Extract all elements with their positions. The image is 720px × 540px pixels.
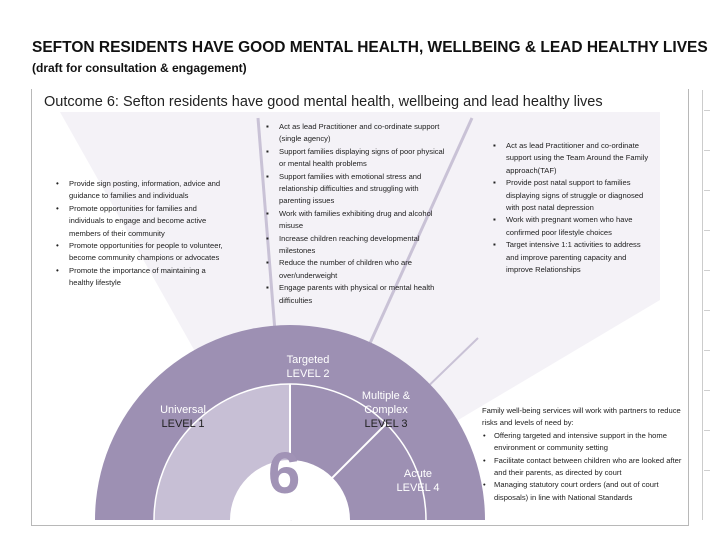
complex-name-1: Multiple &	[361, 390, 411, 402]
label-acute	[378, 467, 458, 495]
list-item: ▪ Increase children reaching developmental milestones	[266, 233, 446, 258]
list-item: ▪ Reduce the number of children who are over/underweight	[266, 257, 446, 282]
outcome-heading: Outcome 6: Sefton residents have good mental health, wellbeing and lead healthy lives	[44, 94, 603, 110]
acute-name: Acute	[403, 468, 433, 480]
label-targeted	[268, 353, 348, 381]
list-item: ▪ Work with families exhibiting drug and alcohol misuse	[266, 208, 446, 233]
targeted-name: Targeted	[286, 354, 330, 366]
targeted-actions	[266, 121, 446, 307]
title-subtitle: (draft for consultation & engagement)	[32, 61, 247, 75]
label-complex	[346, 389, 426, 431]
list-item: ▪ Engage parents with physical or mental health difficulties	[266, 282, 446, 307]
list-item: ▪ Support families displaying signs of poor physical or mental health problems	[266, 146, 446, 171]
edge-tick	[704, 390, 710, 391]
edge-tick	[704, 190, 710, 191]
edge-tick	[704, 230, 710, 231]
list-item: ▪ Provide post natal support to families displaying signs of struggle or diagnosed with post natal depression	[493, 177, 655, 214]
outcome-number: 6	[268, 441, 301, 506]
universal-actions	[56, 178, 228, 290]
list-item: ▪ Support families with emotional stress and relationship difficulties and struggling with parenting issues	[266, 171, 446, 208]
list-item: • Facilitate contact between children who are looked after and their parents, as directed by court	[482, 455, 692, 480]
label-universal	[143, 403, 223, 431]
universal-name: Universal	[160, 404, 206, 416]
complex-name-2: Complex	[364, 404, 408, 416]
edge-tick	[704, 350, 710, 351]
complex-actions	[493, 140, 655, 276]
list-item: ▪ Act as lead Practitioner and co-ordinate support using the Team Around the Family approach(TAF)	[493, 140, 655, 177]
list-item: ▪ Work with pregnant women who have confirmed poor lifestyle choices	[493, 214, 655, 239]
list-item: • Promote the importance of maintaining a healthy lifestyle	[56, 265, 228, 290]
targeted-level: LEVEL 2	[286, 368, 330, 380]
list-item: ▪ Act as lead Practitioner and co-ordinate support (single agency)	[266, 121, 446, 146]
list-item: • Managing statutory court orders (and out of court disposals) in line with National Standards	[482, 479, 692, 504]
list-item: • Provide sign posting, information, advice and guidance to families and individuals	[56, 178, 228, 203]
complex-level: LEVEL 3	[364, 418, 408, 430]
edge-tick	[704, 110, 710, 111]
acute-level: LEVEL 4	[396, 482, 440, 494]
edge-tick	[704, 150, 710, 151]
title-main: SEFTON RESIDENTS HAVE GOOD MENTAL HEALTH, WELLBEING & LEAD HEALTHY LIVES	[32, 39, 708, 56]
edge-tick	[704, 270, 710, 271]
list-item: • Promote opportunities for families and individuals to engage and become active members of their community	[56, 203, 228, 240]
edge-tick	[704, 470, 710, 471]
acute-note-intro: Family well-being services will work with partners to reduce risks and levels of need by:	[482, 406, 681, 428]
list-item: ▪ Target intensive 1:1 activities to address and improve parenting capacity and improve Relationships	[493, 239, 655, 276]
edge-tick	[704, 310, 710, 311]
edge-tick	[704, 430, 710, 431]
list-item: • Offering targeted and intensive support in the home environment or community setting	[482, 430, 692, 455]
acute-note	[482, 405, 692, 504]
list-item: • Promote opportunities for people to volunteer, become community champions or advocates	[56, 240, 228, 265]
universal-level: LEVEL 1	[161, 418, 205, 430]
